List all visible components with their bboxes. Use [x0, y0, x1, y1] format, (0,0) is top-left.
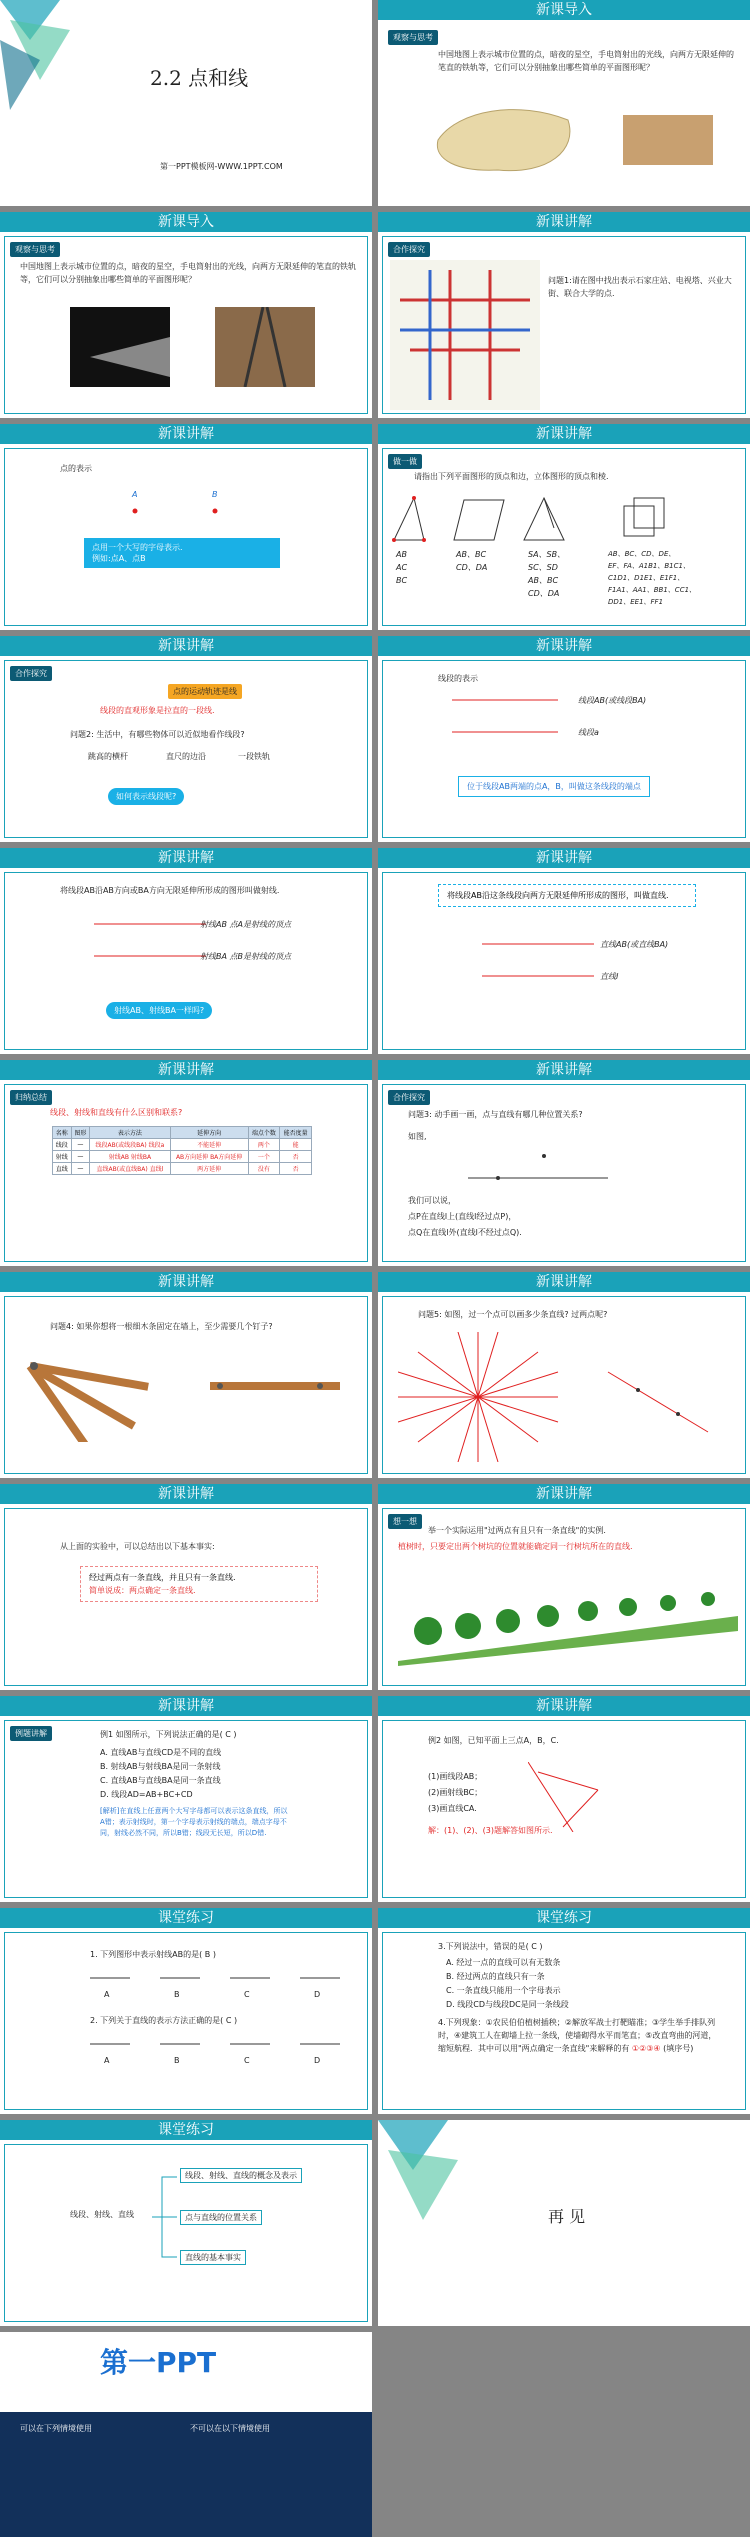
railway-photo	[215, 307, 315, 387]
goodbye-text: 再 见	[548, 2207, 586, 2226]
slide-header: 新课讲解	[0, 636, 372, 656]
section-tag: 做一做	[388, 454, 422, 469]
mindmap-branch-3: 直线的基本事实	[180, 2250, 246, 2265]
slide-header: 新课导入	[378, 0, 750, 20]
slide-14	[378, 1272, 750, 1478]
task-3: (3)画直线CA.	[428, 1804, 477, 1813]
slide-4	[378, 212, 750, 418]
slide-header: 新课讲解	[0, 1272, 372, 1292]
example-2: 直尺的边沿	[166, 752, 206, 761]
section-tag: 观察与思考	[388, 30, 438, 45]
slide-header: 课堂练习	[378, 1908, 750, 1928]
line-ab-label: 直线AB(或直线BA)	[600, 940, 669, 949]
task-text: 请指出下列平面图形的顶点和边，立体图形的顶点和棱.	[414, 472, 609, 481]
section-tag: 合作探究	[388, 242, 430, 257]
line-definition: 将线段AB沿这条线段向两方无限延伸所形成的图形，叫做直线.	[438, 884, 696, 907]
slide-header: 新课讲解	[0, 1696, 372, 1716]
exercise-2: 2. 下列关于直线的表示方法正确的是( C )	[90, 2016, 238, 2025]
ex3-option-d: D. 线段CD与线段DC是同一条线段	[446, 2000, 569, 2009]
summary-table: 名称 图形 表示方法 延伸方向 端点个数 能否度量 线段 — 线段AB(或线段BA) 线段a 不能延伸 两个 能 射线 — 射线AB 射线BA AB方向延伸 BA方向延伸 一个 否 直线 — 直线AB(或直线BA) 直线l 两方延伸 没有 否	[52, 1126, 312, 1175]
usable-heading: 可以在下列情境使用	[20, 2424, 92, 2433]
segment-figure	[448, 692, 568, 742]
basic-fact-box: 经过两点有一条直线，并且只有一条直线. 简单说成：两点确定一条直线.	[80, 1566, 318, 1602]
map-illustration	[428, 100, 588, 180]
mindmap-root: 线段、射线、直线	[70, 2210, 134, 2219]
line-l-label: 直线l	[600, 972, 619, 981]
think-answer: 植树时，只要定出两个树坑的位置就能确定同一行树坑所在的直线.	[398, 1542, 633, 1551]
question-pill: 如何表示线段呢?	[108, 788, 184, 805]
relation-1: 点P在直线l上(直线l经过点P)，	[408, 1212, 517, 1221]
segment-a-label: 线段a	[578, 728, 599, 737]
mindmap-branch-1: 线段、射线、直线的概念及表示	[180, 2168, 302, 2183]
decorative-leaves	[378, 2120, 478, 2250]
section-tag: 观察与思考	[10, 242, 60, 257]
topic-label: 点的表示	[60, 464, 92, 473]
opt1-a: A	[104, 1990, 110, 1999]
slide-8	[378, 636, 750, 842]
ray-definition: 将线段AB沿AB方向或BA方向无限延伸所形成的图形叫做射线.	[60, 886, 280, 895]
slide-13	[0, 1272, 372, 1478]
ray-options-figure	[90, 1970, 340, 1990]
slide-header: 新课讲解	[378, 1696, 750, 1716]
slide-title	[0, 0, 372, 206]
option-d: D. 线段AD=AB+BC+CD	[100, 1790, 193, 1799]
not-usable-heading: 不可以在以下情境使用	[190, 2424, 270, 2433]
slide-5	[0, 424, 372, 630]
question-pill: 射线AB、射线BA一样吗?	[106, 1002, 212, 1019]
points-figure	[130, 506, 330, 516]
opt2-a: A	[104, 2056, 110, 2065]
relation-2: 点Q在直线l外(直线l不经过点Q).	[408, 1228, 522, 1237]
exercise-3: 3.下列说法中，错误的是( C )	[438, 1942, 543, 1951]
slide-7	[0, 636, 372, 842]
slide-10	[378, 848, 750, 1054]
point-a-label: A	[132, 490, 138, 499]
ray-ba-label: 射线BA 点B是射线的顶点	[200, 952, 291, 961]
question-4: 问题4: 如果你想将一根细木条固定在墙上，至少需要几个钉子?	[50, 1322, 273, 1331]
slide-header: 课堂练习	[0, 2120, 372, 2140]
we-can-say: 我们可以说，	[408, 1196, 456, 1205]
slide-header: 新课讲解	[0, 1484, 372, 1504]
point-b-label: B	[212, 490, 218, 499]
col-quad: AB、BC CD、DA	[456, 550, 488, 572]
slide-header: 新课讲解	[0, 1060, 372, 1080]
opt2-c: C	[244, 2056, 250, 2065]
figure-caption: 如图,	[408, 1132, 427, 1141]
footer-promo	[0, 2332, 372, 2537]
option-a: A. 直线AB与直线CD是不同的直线	[100, 1748, 222, 1757]
section-tag: 归纳总结	[10, 1090, 52, 1105]
slide-header: 新课讲解	[0, 424, 372, 444]
think-question: 举一个实际运用"过两点有且只有一条直线"的实例.	[428, 1526, 606, 1535]
railway-illustration	[618, 110, 718, 170]
slide-header: 新课讲解	[378, 212, 750, 232]
col-prism: AB、BC、CD、DE、 EF、FA、A1B1、B1C1、 C1D1、D1E1、E1F1、 F1A1、AA1、BB1、CC1、 DD1、EE1、FF1	[608, 550, 697, 606]
exercise-4: 4.下列现象：①农民伯伯植树插秧；②解放军战士打靶瞄准；③学生举手排队列时，④建筑工人在砌墙上拉一条线，使墙砌得水平而笔直；⑤改直弯曲的河道，缩短航程．其中可以用"两点确定一条直线"来解释的有 ①②③④ (填序号)	[438, 2018, 717, 2053]
option-b: B. 射线AB与射线BA是同一条射线	[100, 1762, 221, 1771]
definition-text: 线段的直观形象是拉直的一段线.	[100, 706, 215, 715]
city-map	[390, 260, 540, 410]
section-tag: 想一想	[388, 1514, 422, 1529]
content-frame	[4, 448, 368, 626]
mindmap-bracket	[152, 2172, 182, 2262]
slide-goodbye	[378, 2120, 750, 2326]
slide-11	[0, 1060, 372, 1266]
option-c: C. 直线AB与直线BA是同一条直线	[100, 1776, 221, 1785]
question-5: 问题5: 如图，过一个点可以画多少条直线? 过两点呢?	[418, 1310, 608, 1319]
slide-18	[378, 1696, 750, 1902]
slide-20	[378, 1908, 750, 2114]
explanation: [解析]在直线上任意两个大写字母都可以表示这条直线，所以A错；表示射线时，第一个字母表示射线的端点，端点字母不同，射线必然不同，所以B错；线段无长短，所以D错.	[100, 1807, 288, 1837]
example-3: 一段铁轨	[238, 752, 270, 761]
ex3-option-c: C. 一条直线只能用一个字母表示	[446, 1986, 561, 1995]
page-title: 2.2 点和线	[150, 66, 249, 90]
slide-header: 新课讲解	[378, 1484, 750, 1504]
section-tag: 合作探究	[388, 1090, 430, 1105]
summary-lead: 从上面的实验中，可以总结出以下基本事实:	[60, 1542, 215, 1551]
task-2: (2)画射线BC；	[428, 1788, 483, 1797]
point-line-figure	[468, 1148, 608, 1188]
line-options-figure	[90, 2036, 340, 2056]
decorative-leaves	[0, 0, 90, 120]
solution: 解：(1)、(2)、(3)题解答如图所示.	[428, 1826, 553, 1835]
slide-header: 新课讲解	[378, 636, 750, 656]
ex3-option-a: A. 经过一点的直线可以有无数条	[446, 1958, 561, 1967]
slide-header: 新课讲解	[378, 848, 750, 868]
slide-17	[0, 1696, 372, 1902]
segment-ab-label: 线段AB(或线段BA)	[578, 696, 647, 705]
task-1: (1)画线段AB；	[428, 1772, 483, 1781]
slide-15	[0, 1484, 372, 1690]
slide-9	[0, 848, 372, 1054]
section-tag: 例题讲解	[10, 1726, 52, 1741]
section-tag: 合作探究	[10, 666, 52, 681]
slide-header: 新课讲解	[0, 848, 372, 868]
slide-3	[0, 212, 372, 418]
slide-header: 新课讲解	[378, 1272, 750, 1292]
slide-header: 新课讲解	[378, 424, 750, 444]
endpoint-note: 位于线段AB两端的点A，B，叫做这条线段的端点	[458, 776, 650, 797]
example-1-question: 例1 如图所示，下列说法正确的是( C )	[100, 1730, 237, 1739]
line-figure	[478, 936, 598, 986]
slide-12	[378, 1060, 750, 1266]
opt1-d: D	[314, 1990, 321, 1999]
slide-header: 课堂练习	[0, 1908, 372, 1928]
slide-2	[378, 0, 750, 206]
trees-illustration	[398, 1576, 738, 1666]
content-frame	[382, 660, 746, 838]
intro-text: 中国地图上表示城市位置的点，暗夜的星空，手电筒射出的光线，向两方无限延伸的笔直的铁轨等，它们可以分别抽象出哪些简单的平面图形呢？	[20, 262, 356, 284]
intro-text: 中国地图上表示城市位置的点，暗夜的星空，手电筒射出的光线，向两方无限延伸的笔直的铁轨等，它们可以分别抽象出哪些简单的平面图形呢？	[438, 50, 734, 72]
question-text: 问题1:请在图中找出表示石家庄站、电视塔、兴业大街、联合大学的点.	[548, 276, 732, 298]
opt2-b: B	[174, 2056, 180, 2065]
topic-label: 线段的表示	[438, 674, 478, 683]
question-3: 问题3: 动手画一画，点与直线有哪几种位置关系?	[408, 1110, 583, 1119]
ex3-option-b: B. 经过两点的直线只有一条	[446, 1972, 545, 1981]
shapes-figure	[384, 488, 744, 548]
question-2: 问题2: 生活中，有哪些物体可以近似地看作线段?	[70, 730, 245, 739]
col-pyramid: SA、SB、 SC、SD AB、BC CD、DA	[528, 550, 566, 598]
example-1: 跳高的横杆	[88, 752, 128, 761]
col-triangle: AB AC BC	[396, 550, 408, 585]
definition-box: 点用一个大写的字母表示. 例如:点A、点B	[84, 538, 280, 568]
summary-question: 线段、射线和直线有什么区别和联系?	[50, 1108, 183, 1117]
flashlight-photo	[70, 307, 170, 387]
highlight-tag: 点的运动轨迹是线	[168, 684, 242, 699]
slide-19	[0, 1908, 372, 2114]
subtitle: 第一PPT模板网-WWW.1PPT.COM	[160, 162, 283, 171]
opt1-b: B	[174, 1990, 180, 1999]
mindmap-branch-2: 点与直线的位置关系	[180, 2210, 262, 2225]
footer-logo: 第一PPT	[100, 2346, 217, 2379]
example-2-question: 例2 如图，已知平面上三点A，B，C.	[428, 1736, 559, 1745]
opt2-d: D	[314, 2056, 321, 2065]
lines-through-points-figure	[398, 1332, 728, 1462]
exercise-1: 1. 下列图形中表示射线AB的是( B )	[90, 1950, 216, 1959]
slide-header: 新课讲解	[378, 1060, 750, 1080]
slide-21	[0, 2120, 372, 2326]
wood-strips-figure	[20, 1352, 350, 1442]
opt1-c: C	[244, 1990, 250, 1999]
ray-figure	[90, 916, 210, 966]
slide-16	[378, 1484, 750, 1690]
triangle-figure	[528, 1762, 608, 1832]
slide-6	[378, 424, 750, 630]
slide-header: 新课导入	[0, 212, 372, 232]
ray-ab-label: 射线AB 点A是射线的顶点	[200, 920, 291, 929]
